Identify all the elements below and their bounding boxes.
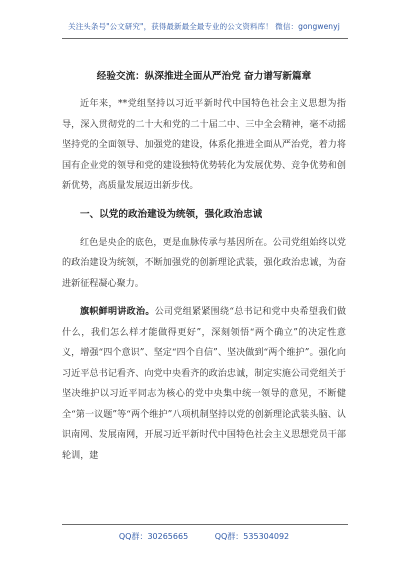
paragraph-lead: 旗帜鲜明讲政治。 xyxy=(80,306,155,317)
section-heading: 一、以党的政治建设为统领，强化政治忠诚 xyxy=(80,208,263,220)
footer-qq-group-2: QQ群：535304092 xyxy=(214,532,290,541)
intro-paragraph: 近年来，**党组坚持以习近平新时代中国特色社会主义思想为指导，深入贯彻党的二十大和党的二十届二中、三中全会精神，毫不动摇坚持党的全面领导、加强党的建设，体系化推进全面从严治党，着力将国有企业党的领导和党的建设独特优势转化为发展优势、竞争优势和创新优势，高质量发展迈出新步伐。 xyxy=(62,99,346,191)
section-paragraph-2 xyxy=(62,302,346,466)
footer-divider xyxy=(62,524,348,525)
section-paragraph: 红色是央企的底色，更是血脉传承与基因所在。公司党组始终以党的政治建设为统领，不断加强党的创新理论武装，强化政治忠诚，为奋进新征程凝心聚力。 xyxy=(62,237,346,289)
document-title: 经验交流：纵深推进全面从严治党 奋力谱写新篇章 xyxy=(96,71,312,82)
header-divider xyxy=(62,38,348,39)
footer xyxy=(0,531,408,542)
document-body xyxy=(62,94,346,466)
header-promo-note: 关注头条号"公文研究"，获得最新最全最专业的公文资料库！ 微信：gongwenyj xyxy=(68,22,340,31)
paragraph-text: 公司党组紧紧围绕“总书记和党中央希望我们做什么，我们怎么样才能做得更好”，深刻领悟“两个确立”的决定性意义，增强“四个意识”、坚定“四个自信”、坚决做到“两个维护”。强化向习近平总书记看齐、向党中央看齐的政治忠诚，制定实施公司党组关于坚决维护以习近平同志为核心的党中央集中统一领导的意见，不断健全“第一议题”等“两个维护”八项机制坚持以党的创新理论武装头脑、认识南网、发展南网，开展习近平新时代中国特色社会主义思想党员干部轮训，建 xyxy=(62,307,346,461)
footer-qq-group-1: QQ群：30265665 xyxy=(118,532,189,541)
